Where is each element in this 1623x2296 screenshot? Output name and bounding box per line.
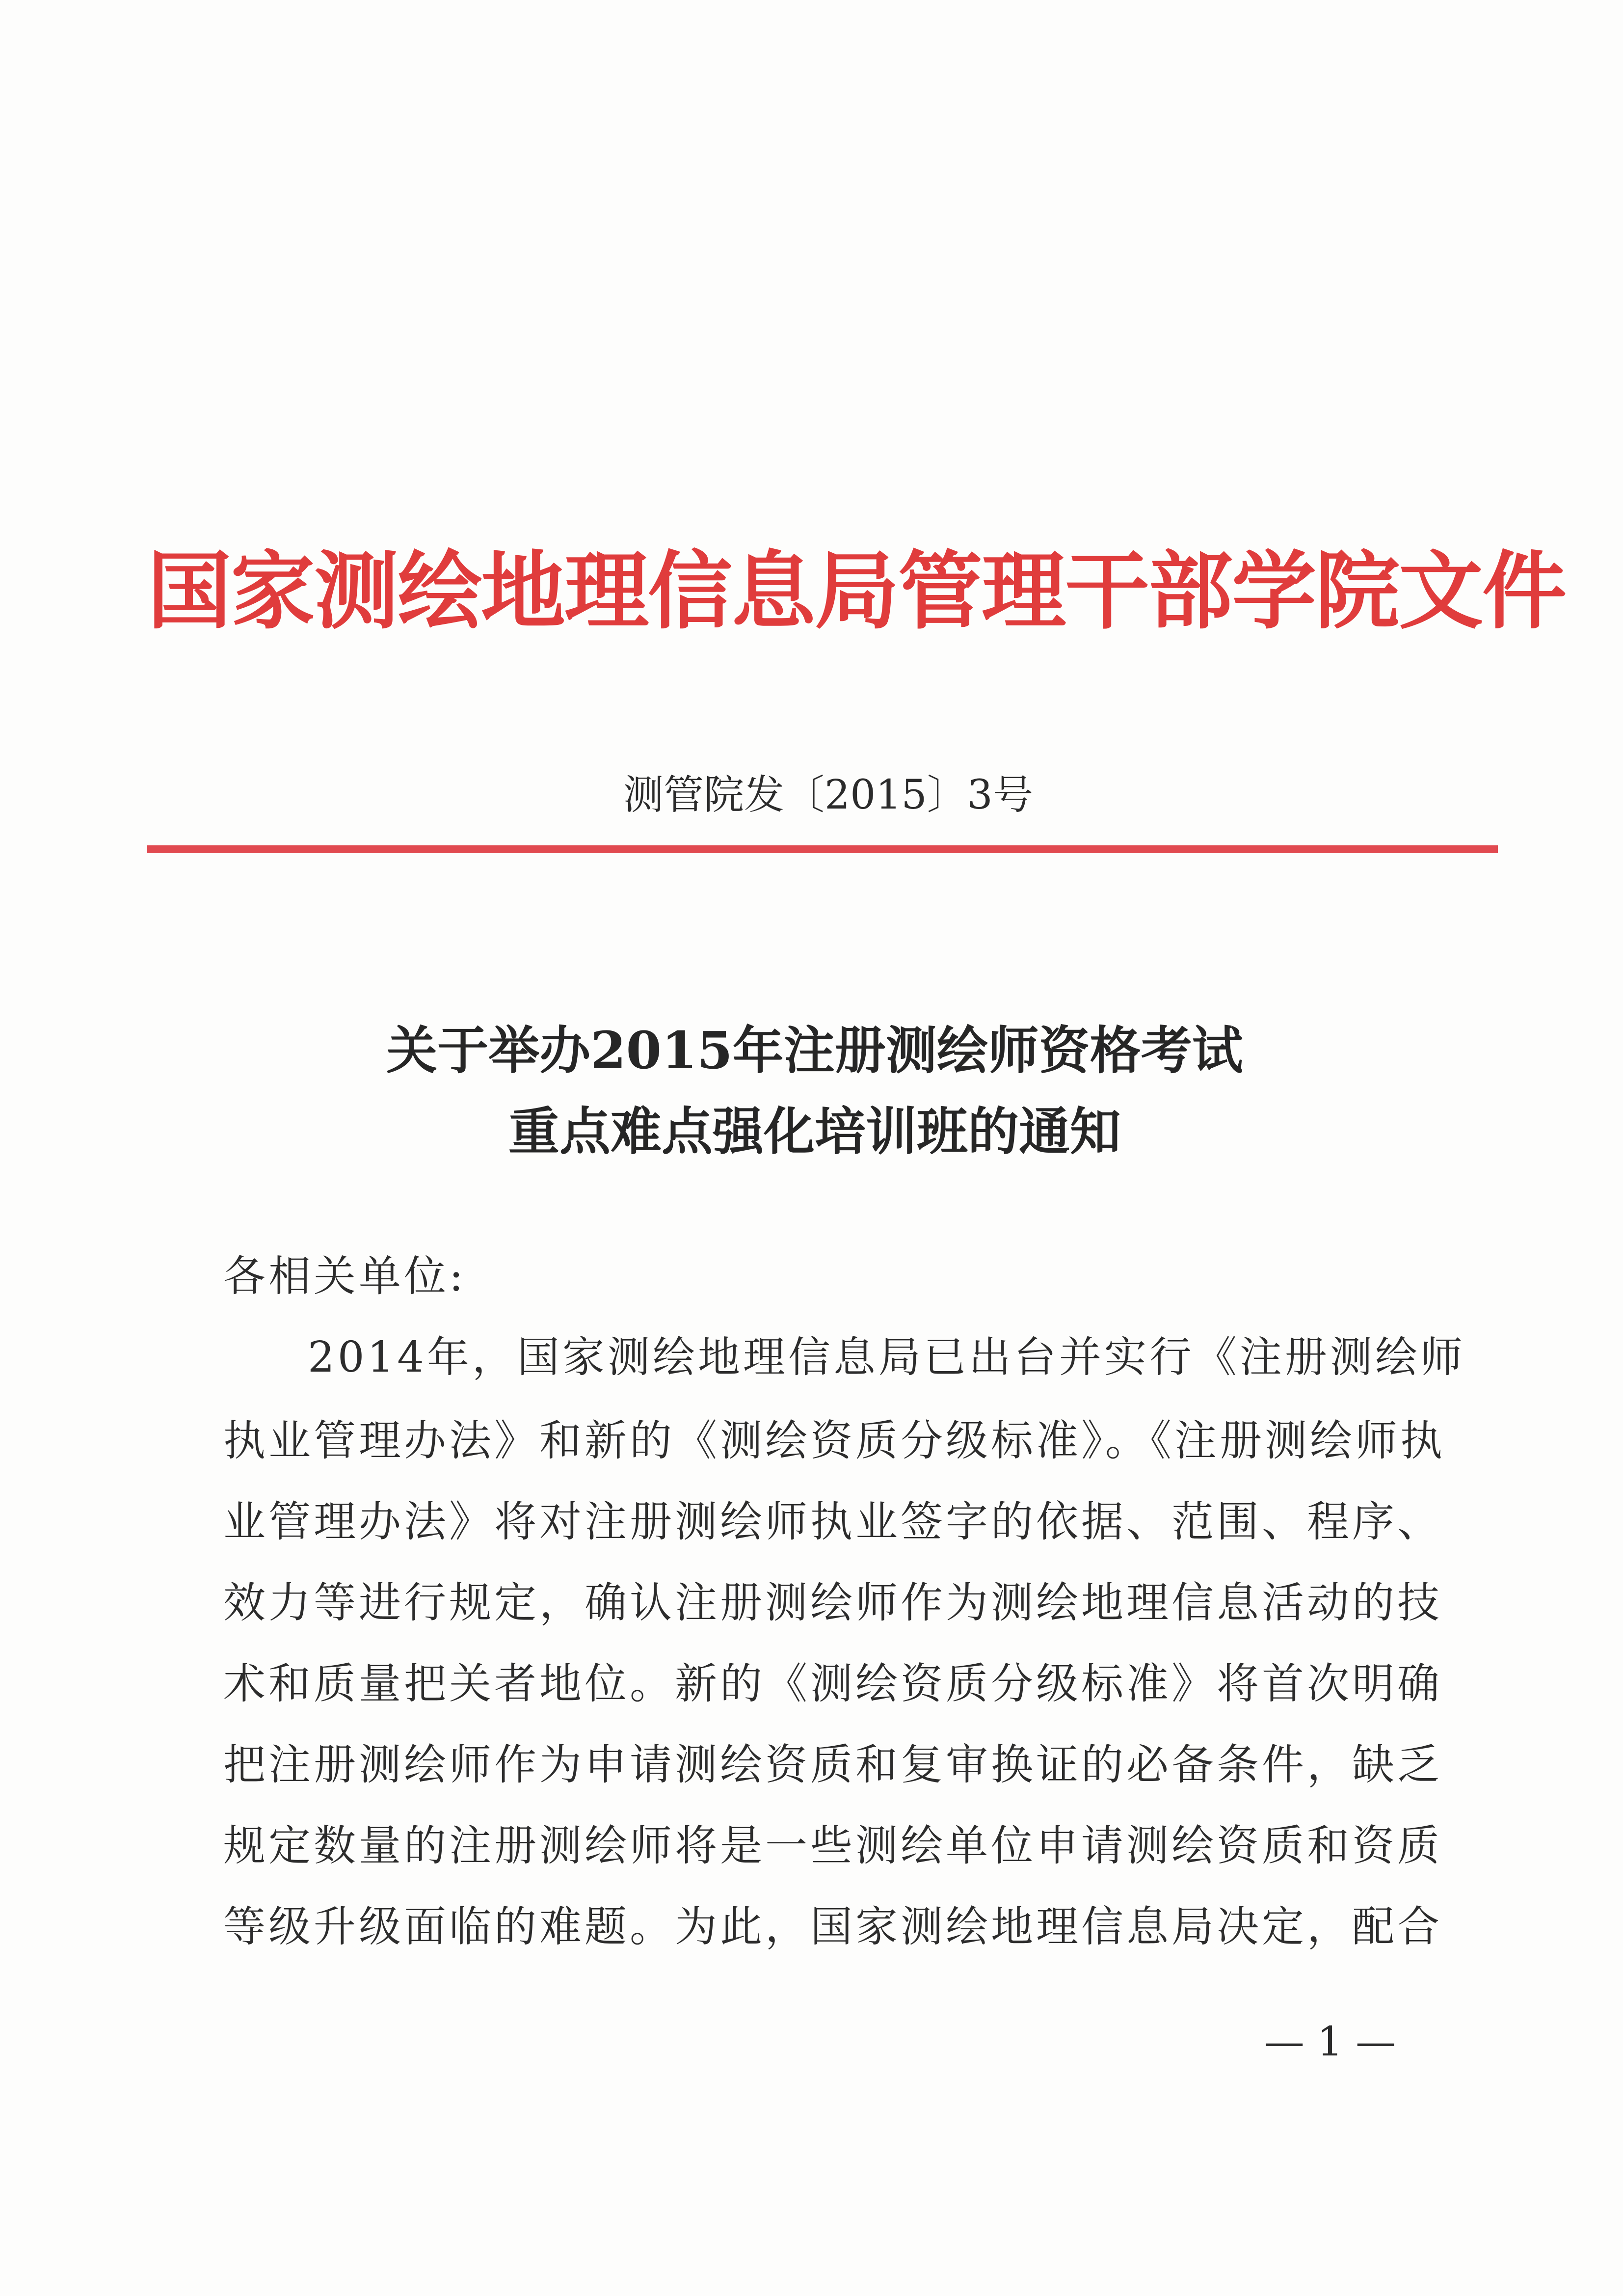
notice-title-line-1: 关于举办2015年注册测绘师资格考试 bbox=[386, 1020, 1243, 1080]
issuer-header-title: 国家测绘地理信息局管理干部学院文件 bbox=[147, 542, 1566, 641]
body-line: 等级升级面临的难题。为此，国家测绘地理信息局决定，配合 bbox=[223, 1902, 1442, 1951]
body-line: 效力等进行规定，确认注册测绘师作为测绘地理信息活动的技 bbox=[223, 1578, 1442, 1627]
body-line: 业管理办法》将对注册测绘师执业签字的依据、范围、程序、 bbox=[223, 1497, 1442, 1546]
body-line: 术和质量把关者地位。新的《测绘资质分级标准》将首次明确 bbox=[223, 1659, 1442, 1708]
body-line: 2014年，国家测绘地理信息局已出台并实行《注册测绘师 bbox=[308, 1333, 1465, 1382]
salutation: 各相关单位: bbox=[223, 1252, 466, 1301]
notice-title-line-2: 重点难点强化培训班的通知 bbox=[508, 1101, 1121, 1162]
body-line: 把注册测绘师作为申请测绘资质和复审换证的必备条件，缺乏 bbox=[223, 1740, 1442, 1789]
page-number: — 1 — bbox=[1264, 2019, 1396, 2065]
body-line: 执业管理办法》和新的《测绘资质分级标准》。《注册测绘师执 bbox=[223, 1416, 1445, 1465]
body-line: 规定数量的注册测绘师将是一些测绘单位申请测绘资质和资质 bbox=[223, 1821, 1442, 1870]
red-divider-line bbox=[147, 845, 1498, 853]
document-number: 测管院发〔2015〕3号 bbox=[623, 772, 1033, 818]
